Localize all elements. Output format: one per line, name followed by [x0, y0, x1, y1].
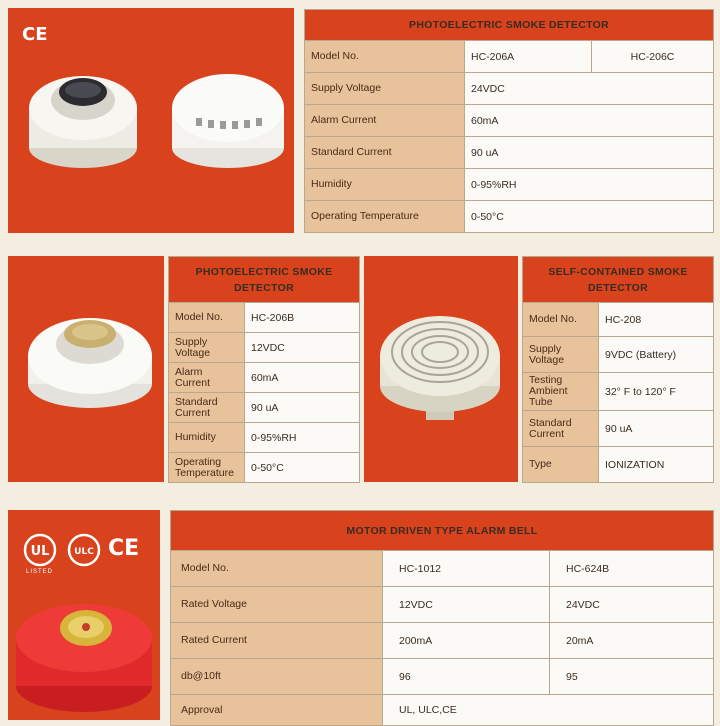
spec-table-self-contained: [522, 256, 714, 483]
ce-mark: CE: [108, 536, 140, 561]
row-value: 0-95%RH: [245, 423, 360, 453]
ul-listed-mark: [22, 532, 62, 572]
row-value: UL, ULC,CE: [383, 695, 714, 726]
spec-table-photoelectric-a: [304, 9, 714, 233]
listed-text: LISTED: [26, 569, 54, 575]
row-label: Humidity: [305, 169, 465, 201]
row-value: 96: [383, 659, 550, 695]
row-label: Operating Temperature: [169, 453, 245, 483]
row-value: 24VDC: [465, 73, 714, 105]
row-value: 12VDC: [383, 587, 550, 623]
product-panel-middle-left: [8, 256, 164, 482]
row-value: 0-95%RH: [465, 169, 714, 201]
smoke-detector-image: [8, 8, 294, 233]
row-label: Rated Voltage: [171, 587, 383, 623]
model-value: HC-206C: [592, 41, 714, 73]
row-label: Rated Current: [171, 623, 383, 659]
row-label: Standard Current: [169, 393, 245, 423]
table-title: PHOTOELECTRIC SMOKE DETECTOR: [169, 257, 360, 303]
row-value: 90 uA: [465, 137, 714, 169]
row-label: Supply Voltage: [523, 337, 599, 373]
row-value: 90 uA: [599, 411, 714, 447]
product-panel-middle-right: [364, 256, 518, 482]
row-label: Approval: [171, 695, 383, 726]
row-label: Model No.: [305, 41, 465, 73]
ce-mark: CE: [22, 24, 48, 45]
self-contained-detector-image: [364, 256, 518, 482]
row-label: Alarm Current: [169, 363, 245, 393]
row-label: Type: [523, 447, 599, 483]
spec-table-photoelectric-b: [168, 256, 360, 483]
row-label: Standard Current: [523, 411, 599, 447]
table-title: MOTOR DRIVEN TYPE ALARM BELL: [171, 511, 714, 551]
row-label: Supply Voltage: [169, 333, 245, 363]
row-label: Testing Ambient Tube: [523, 373, 599, 411]
row-value: 20mA: [550, 623, 714, 659]
row-value: IONIZATION: [599, 447, 714, 483]
row-value: 60mA: [465, 105, 714, 137]
row-value: HC-206B: [245, 303, 360, 333]
product-panel-top: [8, 8, 294, 233]
row-label: Model No.: [169, 303, 245, 333]
alarm-bell-image: [8, 590, 160, 720]
row-value: 9VDC (Battery): [599, 337, 714, 373]
ul-text: UL: [30, 544, 50, 559]
row-label: Alarm Current: [305, 105, 465, 137]
smoke-detector-image: [8, 256, 164, 482]
row-label: Model No.: [523, 303, 599, 337]
row-label: Operating Temperature: [305, 201, 465, 233]
model-value: HC-206A: [465, 41, 592, 73]
model-value: HC-1012: [383, 551, 550, 587]
row-value: 0-50°C: [245, 453, 360, 483]
row-value: HC-208: [599, 303, 714, 337]
ulc-mark: [66, 532, 106, 572]
row-value: 24VDC: [550, 587, 714, 623]
model-value: HC-624B: [550, 551, 714, 587]
spec-table-alarm-bell: [170, 510, 714, 726]
row-label: Humidity: [169, 423, 245, 453]
row-value: 12VDC: [245, 333, 360, 363]
row-value: 90 uA: [245, 393, 360, 423]
row-value: 95: [550, 659, 714, 695]
table-title: PHOTOELECTRIC SMOKE DETECTOR: [305, 10, 714, 41]
ulc-text: ULC: [74, 547, 94, 557]
row-value: 0-50°C: [465, 201, 714, 233]
row-label: Standard Current: [305, 137, 465, 169]
row-label: Supply Voltage: [305, 73, 465, 105]
table-title: SELF-CONTAINED SMOKE DETECTOR: [523, 257, 714, 303]
row-value: 200mA: [383, 623, 550, 659]
product-panel-bottom: [8, 510, 160, 720]
row-label: db@10ft: [171, 659, 383, 695]
row-value: 60mA: [245, 363, 360, 393]
row-label: Model No.: [171, 551, 383, 587]
row-value: 32° F to 120° F: [599, 373, 714, 411]
